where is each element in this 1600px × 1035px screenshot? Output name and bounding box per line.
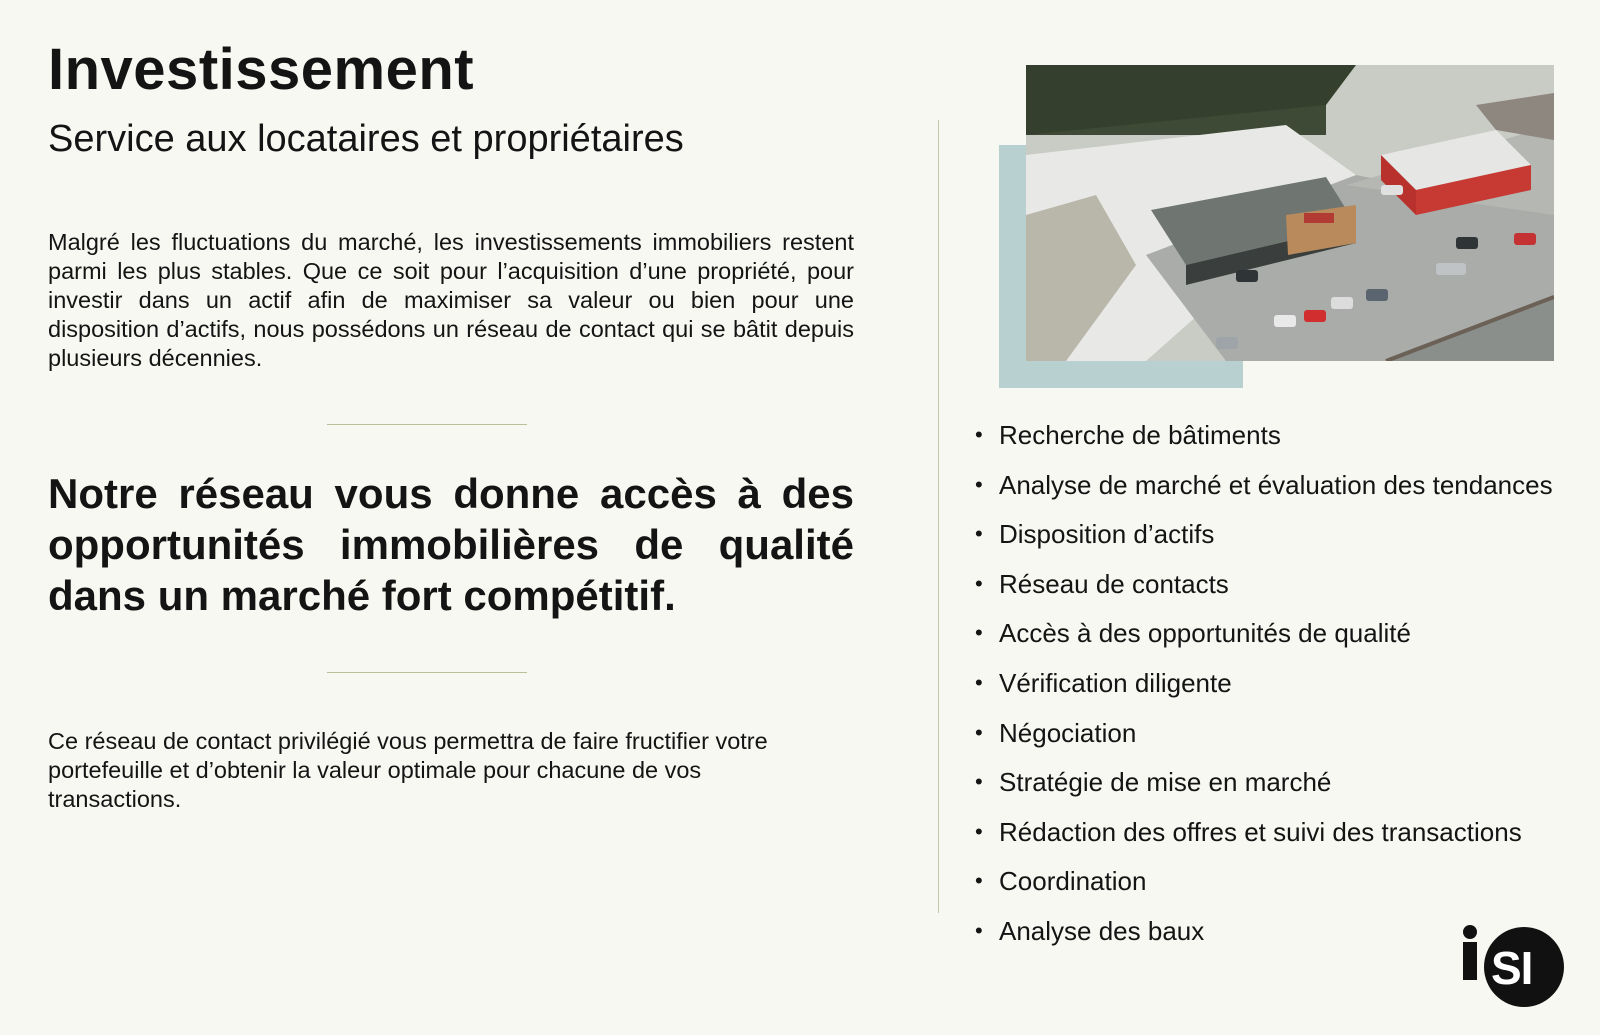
column-separator [938, 120, 939, 913]
list-item [975, 815, 1575, 865]
page-subtitle: Service aux locataires et propriétaires [48, 118, 684, 160]
logo-text: SI [1491, 942, 1533, 994]
services-list [975, 418, 1575, 964]
divider-top [327, 424, 527, 425]
bullet-icon: • [975, 669, 983, 695]
bullet-icon: • [975, 521, 983, 547]
logo-icon [1462, 922, 1566, 1012]
bullet-icon: • [975, 570, 983, 596]
list-item [975, 716, 1575, 766]
service-label: Rédaction des offres et suivi des transactions [999, 816, 1522, 847]
isi-logo [1462, 922, 1566, 1012]
list-item [975, 864, 1575, 914]
service-label: Coordination [999, 866, 1147, 897]
aerial-building-photo [1026, 65, 1554, 361]
bullet-icon: • [975, 917, 983, 943]
service-label: Accès à des opportunités de qualité [999, 618, 1411, 649]
aerial-photo-illustration [1026, 65, 1554, 361]
bullet-icon: • [975, 620, 983, 646]
page-title: Investissement [48, 37, 475, 102]
service-label: Recherche de bâtiments [999, 420, 1281, 450]
closing-paragraph: Ce réseau de contact privilégié vous permettra de faire fructifier votre portefeuille et d’obtenir la valeur optimale pour chacune de vos transactions. [48, 728, 768, 812]
list-item [975, 468, 1575, 518]
service-label: Négociation [999, 717, 1137, 748]
bullet-icon: • [975, 769, 983, 795]
list-item [975, 418, 1575, 468]
bullet-icon: • [975, 422, 983, 447]
bullet-icon: • [975, 818, 983, 844]
service-label: Analyse des baux [999, 915, 1205, 946]
service-label: Disposition d’actifs [999, 519, 1215, 550]
bullet-icon: • [975, 471, 983, 497]
list-item [975, 616, 1575, 666]
list-item [975, 666, 1575, 716]
bullet-icon: • [975, 719, 983, 745]
headline-statement: Notre réseau vous donne accès à des opportunités immobilières de qualité dans un marché fort compétitif. [48, 470, 854, 619]
intro-paragraph: Malgré les fluctuations du marché, les investissements immobiliers restent parmi les plus stables. Que ce soit pour l’acquisition d’une propriété, pour investir dans un actif afin de maximiser sa valeur ou bien pour une disposition d’actifs, nous possédons un réseau de contact qui se bâtit depuis plusieurs décennies. [48, 229, 854, 371]
list-item [975, 517, 1575, 567]
service-label: Analyse de marché et évaluation des tendances [999, 469, 1553, 500]
service-label: Stratégie de mise en marché [999, 767, 1332, 798]
service-label: Vérification diligente [999, 667, 1232, 698]
list-item [975, 567, 1575, 617]
list-item [975, 765, 1575, 815]
bullet-icon: • [975, 868, 983, 894]
service-label: Réseau de contacts [999, 568, 1229, 599]
divider-bottom [327, 672, 527, 673]
